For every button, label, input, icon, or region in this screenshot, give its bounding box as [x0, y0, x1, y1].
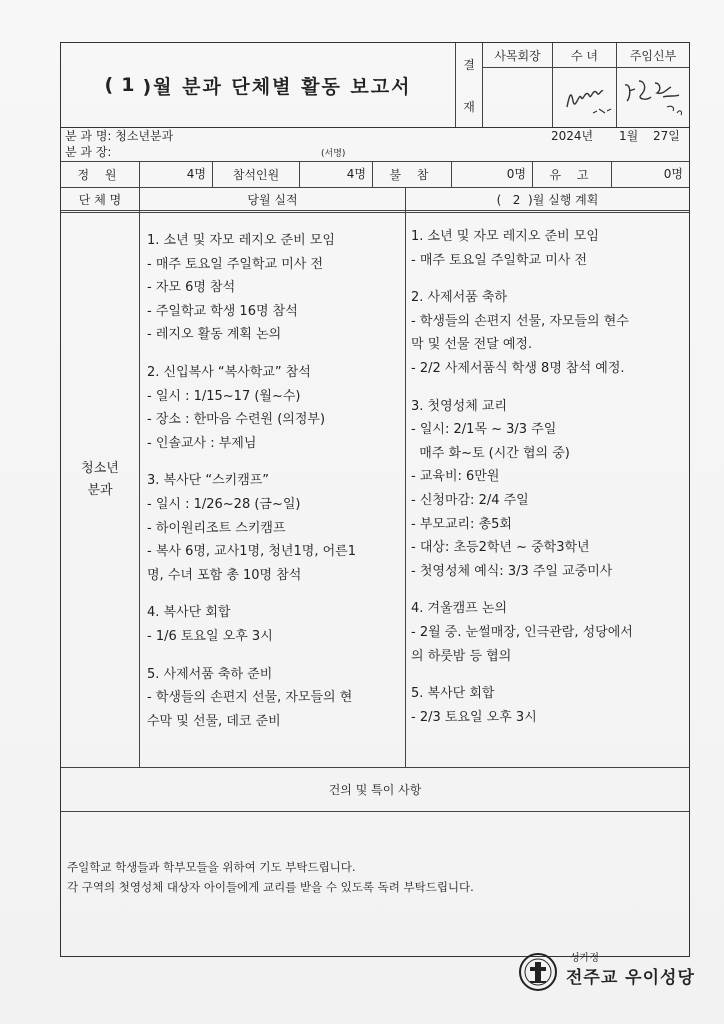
- dept-head: 분 과 장:: [65, 145, 112, 159]
- plan-header: ( 2 )월 실행 계획: [496, 192, 599, 207]
- present-label: 참석인원: [232, 167, 280, 182]
- list-item: - 2/3 토요일 오후 3시: [411, 709, 537, 725]
- group-name-line-1: 청소년: [81, 461, 119, 476]
- results-list: [147, 229, 403, 733]
- church-seal-icon: [518, 952, 558, 992]
- approver-pastor: 주임신부: [629, 48, 677, 63]
- signature-sister: [553, 67, 616, 127]
- remarks-header: 건의 및 특이 사항: [328, 782, 422, 797]
- group-name-line-2: 분과: [87, 483, 113, 498]
- results-header: 당월 실적: [247, 192, 298, 207]
- list-spacer: [147, 347, 403, 361]
- list-spacer: [411, 381, 687, 395]
- list-heading: 3. 첫영성체 교리: [411, 398, 508, 414]
- list-item: - 학생들의 손편지 선물, 자모들의 현수: [411, 313, 629, 329]
- report-year: 2024년: [551, 129, 594, 143]
- list-item: - 주일학교 학생 16명 참석: [147, 303, 298, 319]
- list-item: - 교육비: 6만원: [411, 469, 500, 485]
- list-spacer: [147, 455, 403, 469]
- sign-note: (서명): [321, 149, 346, 159]
- remarks-body: [67, 857, 474, 897]
- list-heading: 5. 복사단 회합: [411, 686, 495, 702]
- report-title: [61, 43, 455, 127]
- plan-list: [411, 225, 687, 729]
- remarks-line: 각 구역의 첫영성체 대상자 아이들에게 교리를 받을 수 있도록 독려 부탁드립니다.: [67, 880, 474, 894]
- approval-label-1: 결: [463, 57, 475, 72]
- list-item: - 2월 중. 눈썰매장, 인극관람, 성당에서: [411, 624, 633, 640]
- title-month: 1: [121, 74, 137, 96]
- absent-value: 0명: [506, 167, 526, 181]
- stamp-main-text: 전주교 우이성당: [566, 968, 695, 988]
- list-item: - 일시: 2/1목 ~ 3/3 주일: [411, 422, 557, 438]
- signature-pastor-drawing: [617, 67, 689, 127]
- approver-pastoral-council: 사목회장: [494, 48, 541, 63]
- signature-pastor: [617, 67, 689, 127]
- list-spacer: [147, 649, 403, 663]
- dept-name: 분 과 명: 청소년분과: [65, 129, 174, 143]
- report-form: [60, 42, 690, 957]
- remarks-line: 주일학교 학생들과 학부모들을 위하여 기도 부탁드립니다.: [67, 860, 356, 874]
- list-item: - 일시 : 1/26~28 (금~일): [147, 496, 301, 512]
- signature-sister-drawing: [553, 67, 616, 127]
- list-heading: 4. 복사단 회합: [147, 605, 231, 621]
- list-item: - 장소 : 한마음 수련원 (의정부): [147, 412, 326, 428]
- list-item: - 학생들의 손편지 선물, 자모들의 현: [147, 690, 353, 706]
- total-label: 정 원: [77, 167, 123, 182]
- title-text: )월 분과 단체별 활동 보고서: [142, 75, 412, 98]
- list-spacer: [411, 668, 687, 682]
- list-spacer: [147, 587, 403, 601]
- list-item: - 신청마감: 2/4 주일: [411, 492, 529, 508]
- list-heading: 3. 복사단 “스키캠프”: [147, 473, 270, 489]
- list-item: 의 하룻밤 등 협의: [411, 648, 512, 664]
- list-item: - 일시 : 1/15~17 (월~수): [147, 388, 301, 404]
- title-open: (: [104, 74, 116, 96]
- list-spacer: [411, 272, 687, 286]
- list-item: 명, 수녀 포함 총 10명 참석: [147, 567, 302, 583]
- list-heading: 1. 소년 및 자모 레지오 준비 모임: [411, 229, 599, 244]
- list-item: - 매주 토요일 주일학교 미사 전: [411, 252, 588, 268]
- list-heading: 5. 사제서품 축하 준비: [147, 666, 273, 682]
- list-item: - 첫영성체 예식: 3/3 주일 교중미사: [411, 563, 613, 579]
- approver-sister: 수 녀: [571, 48, 598, 63]
- list-item: - 대상: 초등2학년 ~ 중학3학년: [411, 540, 590, 556]
- approval-label-2: 재: [463, 99, 475, 114]
- list-heading: 1. 소년 및 자모 레지오 준비 모임: [147, 233, 335, 248]
- list-item: - 2/2 사제서품식 학생 8명 참석 예정.: [411, 360, 625, 376]
- report-month: 1월: [619, 129, 639, 143]
- excused-label: 유 고: [549, 167, 595, 182]
- list-item: 수막 및 선물, 데코 준비: [147, 713, 281, 729]
- present-value: 4명: [346, 167, 366, 181]
- absent-label: 불 참: [389, 167, 435, 182]
- list-spacer: [411, 583, 687, 597]
- list-item: - 부모교리: 총5회: [411, 516, 512, 532]
- list-item: - 레지오 활동 계획 논의: [147, 327, 282, 343]
- list-item: 막 및 선물 전달 예정.: [411, 337, 533, 353]
- list-item: - 매주 토요일 주일학교 미사 전: [147, 256, 324, 272]
- list-item: - 하이원리조트 스키캠프: [147, 520, 286, 536]
- list-heading: 2. 사제서품 축하: [411, 290, 508, 306]
- list-item: 매주 화~토 (시간 협의 중): [411, 445, 570, 461]
- report-day: 27일: [653, 129, 680, 143]
- list-heading: 4. 겨울캠프 논의: [411, 601, 508, 617]
- stamp-small-text: 성가정: [570, 953, 599, 964]
- total-value: 4명: [186, 167, 206, 181]
- group-name: [61, 458, 139, 502]
- list-item: - 복사 6명, 교사1명, 청년1명, 어른1: [147, 544, 356, 560]
- list-item: - 자모 6명 참석: [147, 280, 236, 296]
- list-item: - 1/6 토요일 오후 3시: [147, 628, 273, 644]
- excused-value: 0명: [663, 167, 683, 181]
- group-header: 단 체 명: [78, 192, 122, 207]
- list-heading: 2. 신입복사 “복사학교” 참석: [147, 364, 311, 380]
- list-item: - 인솔교사 : 부제님: [147, 435, 257, 451]
